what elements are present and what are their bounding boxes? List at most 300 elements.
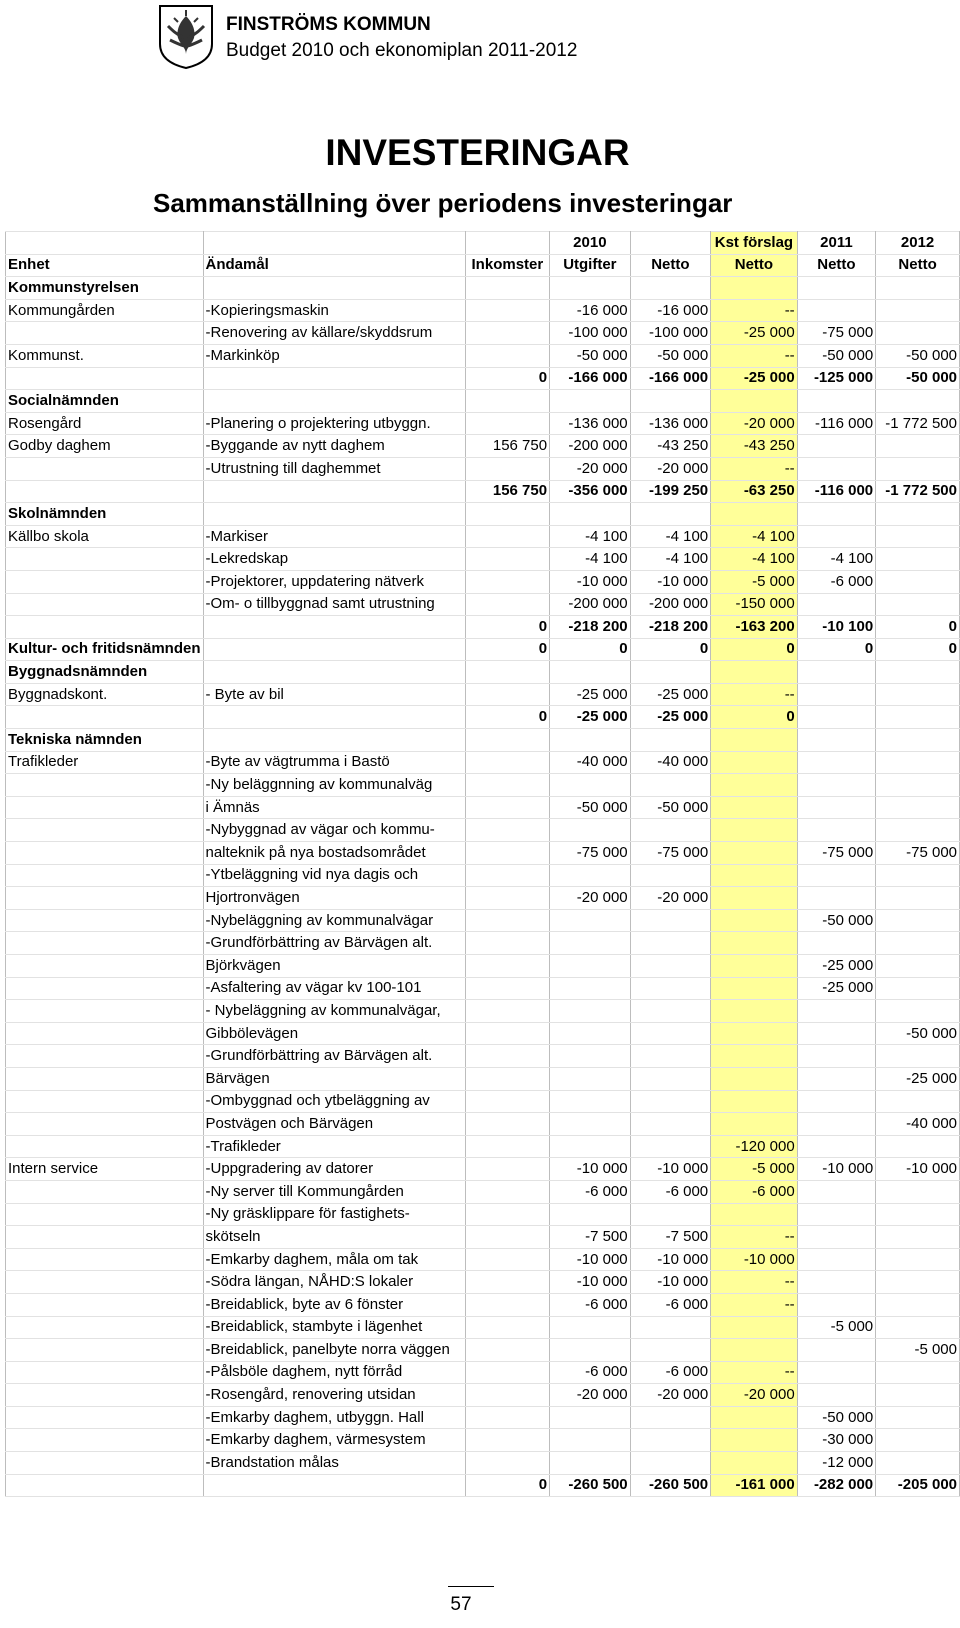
cell-col-5 — [711, 1316, 798, 1339]
cell-col-3: -100 000 — [550, 322, 631, 345]
table-row — [6, 751, 960, 774]
cell-col-6: -116 000 — [797, 412, 875, 435]
cell-col-5 — [711, 887, 798, 910]
cell-col-0 — [6, 480, 204, 503]
cell-col-1: Hjortronvägen — [203, 887, 465, 910]
cell-col-3: 0 — [550, 638, 631, 661]
cell-col-1: -Byggande av nytt daghem — [203, 435, 465, 458]
cell-col-6 — [797, 706, 875, 729]
cell-col-3: -4 100 — [550, 548, 631, 571]
cell-col-4 — [630, 955, 711, 978]
cell-col-0 — [6, 1067, 204, 1090]
table-row — [6, 593, 960, 616]
cell-col-2: 156 750 — [465, 480, 549, 503]
cell-col-1: -Emkarby daghem, utbyggn. Hall — [203, 1406, 465, 1429]
cell-col-7: 0 — [876, 638, 960, 661]
cell-col-4: -10 000 — [630, 1248, 711, 1271]
cell-col-0 — [6, 322, 204, 345]
table-row — [6, 1113, 960, 1136]
cell-col-5: -25 000 — [711, 367, 798, 390]
cell-col-3: -218 200 — [550, 616, 631, 639]
table-row — [6, 683, 960, 706]
cell-col-5: -120 000 — [711, 1135, 798, 1158]
cell-col-1: -Emkarby daghem, värmesystem — [203, 1429, 465, 1452]
cell-col-0 — [6, 616, 204, 639]
table-row — [6, 909, 960, 932]
cell-col-2 — [465, 955, 549, 978]
cell-col-5: Kst förslag — [711, 232, 798, 255]
cell-col-4 — [630, 1135, 711, 1158]
cell-col-4 — [630, 232, 711, 255]
cell-col-1: -Nybyggnad av vägar och kommu- — [203, 819, 465, 842]
cell-col-4: -10 000 — [630, 1158, 711, 1181]
cell-col-6: -10 100 — [797, 616, 875, 639]
cell-col-0 — [6, 909, 204, 932]
cell-col-1: -Byte av vägtrumma i Bastö — [203, 751, 465, 774]
cell-col-0 — [6, 1135, 204, 1158]
table-row — [6, 796, 960, 819]
cell-col-7 — [876, 299, 960, 322]
cell-col-5 — [711, 955, 798, 978]
cell-col-7 — [876, 1429, 960, 1452]
cell-col-0 — [6, 1474, 204, 1497]
cell-col-2 — [465, 299, 549, 322]
cell-col-1: -Rosengård, renovering utsidan — [203, 1384, 465, 1407]
cell-col-0 — [6, 1203, 204, 1226]
cell-col-1: Ändamål — [203, 254, 465, 277]
table-row — [6, 1090, 960, 1113]
page-number-rule — [448, 1586, 494, 1587]
cell-col-6 — [797, 1090, 875, 1113]
cell-col-4 — [630, 1067, 711, 1090]
table-row — [6, 1180, 960, 1203]
total-row — [6, 480, 960, 503]
cell-col-2 — [465, 864, 549, 887]
cell-col-6 — [797, 774, 875, 797]
cell-col-4 — [630, 1316, 711, 1339]
cell-col-1 — [203, 661, 465, 684]
cell-col-5: -161 000 — [711, 1474, 798, 1497]
cell-col-1: -Kopieringsmaskin — [203, 299, 465, 322]
cell-col-6: -75 000 — [797, 322, 875, 345]
table-row — [6, 977, 960, 1000]
cell-col-5: -- — [711, 683, 798, 706]
cell-col-0 — [6, 1293, 204, 1316]
cell-col-4: -218 200 — [630, 616, 711, 639]
cell-col-6 — [797, 1113, 875, 1136]
cell-col-1: -Trafikleder — [203, 1135, 465, 1158]
cell-col-7 — [876, 525, 960, 548]
section-row — [6, 661, 960, 684]
cell-col-0: Kommunstyrelsen — [6, 277, 204, 300]
cell-col-0 — [6, 548, 204, 571]
cell-col-0: Skolnämnden — [6, 503, 204, 526]
cell-col-7: -5 000 — [876, 1339, 960, 1362]
cell-col-6: -6 000 — [797, 570, 875, 593]
cell-col-5: -- — [711, 344, 798, 367]
cell-col-7: 2012 — [876, 232, 960, 255]
cell-col-1 — [203, 706, 465, 729]
cell-col-7: -50 000 — [876, 344, 960, 367]
cell-col-5 — [711, 796, 798, 819]
cell-col-4 — [630, 1339, 711, 1362]
cell-col-4: -20 000 — [630, 457, 711, 480]
cell-col-1: -Utrustning till daghemmet — [203, 457, 465, 480]
cell-col-6: 2011 — [797, 232, 875, 255]
cell-col-1: -Ny server till Kommungården — [203, 1180, 465, 1203]
table-row — [6, 412, 960, 435]
cell-col-6 — [797, 299, 875, 322]
cell-col-0 — [6, 1429, 204, 1452]
cell-col-5 — [711, 819, 798, 842]
cell-col-7 — [876, 1361, 960, 1384]
cell-col-1 — [203, 390, 465, 413]
cell-col-0: Godby daghem — [6, 435, 204, 458]
cell-col-4 — [630, 1203, 711, 1226]
cell-col-2 — [465, 909, 549, 932]
table-row — [6, 1248, 960, 1271]
cell-col-6: 0 — [797, 638, 875, 661]
cell-col-2: 156 750 — [465, 435, 549, 458]
cell-col-1: -Planering o projektering utbyggn. — [203, 412, 465, 435]
cell-col-2 — [465, 1316, 549, 1339]
cell-col-5 — [711, 774, 798, 797]
cell-col-4 — [630, 864, 711, 887]
page-title: INVESTERINGAR — [325, 132, 630, 173]
cell-col-1: -Södra längan, NÅHD:S lokaler — [203, 1271, 465, 1294]
cell-col-4: -10 000 — [630, 570, 711, 593]
table-row — [6, 864, 960, 887]
investment-table — [5, 231, 960, 1497]
cell-col-1 — [203, 367, 465, 390]
cell-col-3: -50 000 — [550, 344, 631, 367]
cell-col-3 — [550, 1203, 631, 1226]
table-row — [6, 1203, 960, 1226]
cell-col-1 — [203, 1474, 465, 1497]
cell-col-4 — [630, 390, 711, 413]
cell-col-3: -25 000 — [550, 706, 631, 729]
cell-col-6: -75 000 — [797, 842, 875, 865]
cell-col-3 — [550, 955, 631, 978]
cell-col-2 — [465, 1384, 549, 1407]
organization-name: FINSTRÖMS KOMMUN — [226, 14, 431, 35]
table-row — [6, 774, 960, 797]
cell-col-1: -Markiser — [203, 525, 465, 548]
cell-col-7 — [876, 706, 960, 729]
table-row — [6, 1452, 960, 1475]
cell-col-0 — [6, 774, 204, 797]
cell-col-7 — [876, 796, 960, 819]
cell-col-0 — [6, 1339, 204, 1362]
cell-col-6 — [797, 593, 875, 616]
cell-col-5: -20 000 — [711, 1384, 798, 1407]
cell-col-7 — [876, 390, 960, 413]
cell-col-2 — [465, 232, 549, 255]
cell-col-3: -10 000 — [550, 1248, 631, 1271]
total-row — [6, 616, 960, 639]
cell-col-0: Enhet — [6, 254, 204, 277]
header-row — [6, 254, 960, 277]
cell-col-2 — [465, 1022, 549, 1045]
cell-col-7: 0 — [876, 616, 960, 639]
cell-col-1: -Uppgradering av datorer — [203, 1158, 465, 1181]
cell-col-6: -125 000 — [797, 367, 875, 390]
cell-col-6 — [797, 1384, 875, 1407]
cell-col-5 — [711, 390, 798, 413]
cell-col-2 — [465, 819, 549, 842]
cell-col-4 — [630, 774, 711, 797]
cell-col-4: -40 000 — [630, 751, 711, 774]
cell-col-4: -43 250 — [630, 435, 711, 458]
cell-col-7 — [876, 1135, 960, 1158]
cell-col-0 — [6, 232, 204, 255]
table-row — [6, 1158, 960, 1181]
cell-col-3: -7 500 — [550, 1226, 631, 1249]
cell-col-4: -20 000 — [630, 887, 711, 910]
document-name: Budget 2010 och ekonomiplan 2011-2012 — [226, 40, 578, 61]
cell-col-6: -50 000 — [797, 909, 875, 932]
cell-col-3 — [550, 277, 631, 300]
total-row — [6, 706, 960, 729]
cell-col-0 — [6, 977, 204, 1000]
cell-col-4: -10 000 — [630, 1271, 711, 1294]
cell-col-3: -75 000 — [550, 842, 631, 865]
cell-col-2 — [465, 570, 549, 593]
cell-col-1 — [203, 729, 465, 752]
cell-col-3 — [550, 1000, 631, 1023]
cell-col-5: -- — [711, 1361, 798, 1384]
cell-col-2 — [465, 412, 549, 435]
cell-col-2: Inkomster — [465, 254, 549, 277]
cell-col-1: -Nybeläggning av kommunalvägar — [203, 909, 465, 932]
cell-col-7 — [876, 1226, 960, 1249]
cell-col-2 — [465, 1361, 549, 1384]
cell-col-4: -6 000 — [630, 1361, 711, 1384]
cell-col-0 — [6, 887, 204, 910]
cell-col-6: Netto — [797, 254, 875, 277]
table-row — [6, 1045, 960, 1068]
cell-col-5: -4 100 — [711, 525, 798, 548]
cell-col-1 — [203, 638, 465, 661]
cell-col-7 — [876, 435, 960, 458]
cell-col-7 — [876, 1000, 960, 1023]
cell-col-7 — [876, 1180, 960, 1203]
cell-col-6 — [797, 1045, 875, 1068]
cell-col-0 — [6, 1090, 204, 1113]
cell-col-1: -Ombyggnad och ytbeläggning av — [203, 1090, 465, 1113]
table-row — [6, 955, 960, 978]
cell-col-3 — [550, 1316, 631, 1339]
cell-col-6 — [797, 503, 875, 526]
cell-col-6: -5 000 — [797, 1316, 875, 1339]
cell-col-0 — [6, 1361, 204, 1384]
cell-col-5 — [711, 751, 798, 774]
cell-col-2 — [465, 774, 549, 797]
cell-col-5 — [711, 661, 798, 684]
cell-col-0 — [6, 367, 204, 390]
cell-col-2: 0 — [465, 638, 549, 661]
cell-col-4 — [630, 1406, 711, 1429]
cell-col-0 — [6, 1271, 204, 1294]
cell-col-5 — [711, 842, 798, 865]
cell-col-2 — [465, 548, 549, 571]
cell-col-4 — [630, 932, 711, 955]
cell-col-4: -75 000 — [630, 842, 711, 865]
cell-col-3: -25 000 — [550, 683, 631, 706]
cell-col-3 — [550, 503, 631, 526]
cell-col-3: -20 000 — [550, 457, 631, 480]
cell-col-0 — [6, 1452, 204, 1475]
cell-col-0: Kommunst. — [6, 344, 204, 367]
cell-col-5 — [711, 1000, 798, 1023]
cell-col-6: -25 000 — [797, 955, 875, 978]
table-row — [6, 1000, 960, 1023]
table-row — [6, 1316, 960, 1339]
cell-col-5: 0 — [711, 706, 798, 729]
table-row — [6, 819, 960, 842]
cell-col-7 — [876, 593, 960, 616]
cell-col-5 — [711, 1113, 798, 1136]
cell-col-3: -200 000 — [550, 435, 631, 458]
cell-col-6 — [797, 1067, 875, 1090]
cell-col-3: -6 000 — [550, 1361, 631, 1384]
cell-col-7 — [876, 661, 960, 684]
table-row — [6, 1406, 960, 1429]
cell-col-7 — [876, 751, 960, 774]
cell-col-4: -199 250 — [630, 480, 711, 503]
cell-col-6: -50 000 — [797, 344, 875, 367]
cell-col-5: -43 250 — [711, 435, 798, 458]
cell-col-3: -200 000 — [550, 593, 631, 616]
cell-col-2 — [465, 1293, 549, 1316]
cell-col-0: Trafikleder — [6, 751, 204, 774]
cell-col-3: -10 000 — [550, 1158, 631, 1181]
table-row — [6, 1429, 960, 1452]
table-row — [6, 344, 960, 367]
cell-col-4 — [630, 1429, 711, 1452]
cell-col-1 — [203, 480, 465, 503]
cell-col-3 — [550, 774, 631, 797]
cell-col-7 — [876, 1293, 960, 1316]
cell-col-5 — [711, 729, 798, 752]
cell-col-2 — [465, 1090, 549, 1113]
cell-col-2 — [465, 1226, 549, 1249]
cell-col-1: -Breidablick, panelbyte norra väggen — [203, 1339, 465, 1362]
cell-col-0: Socialnämnden — [6, 390, 204, 413]
cell-col-5: -5 000 — [711, 570, 798, 593]
cell-col-5 — [711, 977, 798, 1000]
cell-col-5 — [711, 932, 798, 955]
cell-col-2 — [465, 1045, 549, 1068]
cell-col-4 — [630, 1090, 711, 1113]
section-row — [6, 390, 960, 413]
cell-col-7 — [876, 1203, 960, 1226]
cell-col-0 — [6, 1000, 204, 1023]
cell-col-3 — [550, 729, 631, 752]
cell-col-5 — [711, 1067, 798, 1090]
cell-col-7 — [876, 570, 960, 593]
cell-col-4 — [630, 729, 711, 752]
cell-col-7 — [876, 1384, 960, 1407]
cell-col-0: Byggnadsnämnden — [6, 661, 204, 684]
cell-col-3 — [550, 1022, 631, 1045]
cell-col-7 — [876, 548, 960, 571]
cell-col-4: -25 000 — [630, 683, 711, 706]
cell-col-2 — [465, 932, 549, 955]
cell-col-3 — [550, 1067, 631, 1090]
cell-col-2 — [465, 661, 549, 684]
cell-col-7 — [876, 977, 960, 1000]
table-row — [6, 435, 960, 458]
cell-col-1: -Pålsböle daghem, nytt förråd — [203, 1361, 465, 1384]
cell-col-4 — [630, 661, 711, 684]
cell-col-2 — [465, 457, 549, 480]
cell-col-3 — [550, 1135, 631, 1158]
cell-col-2 — [465, 525, 549, 548]
cell-col-0 — [6, 1113, 204, 1136]
cell-col-1: -Renovering av källare/skyddsrum — [203, 322, 465, 345]
cell-col-2 — [465, 1429, 549, 1452]
cell-col-7 — [876, 887, 960, 910]
cell-col-6: -10 000 — [797, 1158, 875, 1181]
cell-col-5: Netto — [711, 254, 798, 277]
cell-col-7: -205 000 — [876, 1474, 960, 1497]
cell-col-7 — [876, 277, 960, 300]
cell-col-1: Björkvägen — [203, 955, 465, 978]
cell-col-5: -- — [711, 299, 798, 322]
cell-col-2 — [465, 277, 549, 300]
cell-col-7 — [876, 457, 960, 480]
cell-col-6 — [797, 1180, 875, 1203]
cell-col-3: Utgifter — [550, 254, 631, 277]
cell-col-1: -Asfaltering av vägar kv 100-101 — [203, 977, 465, 1000]
cell-col-5 — [711, 864, 798, 887]
cell-col-6 — [797, 864, 875, 887]
cell-col-1: -Markinköp — [203, 344, 465, 367]
cell-col-1: -Emkarby daghem, måla om tak — [203, 1248, 465, 1271]
table-row — [6, 548, 960, 571]
cell-col-2 — [465, 1406, 549, 1429]
cell-col-3: -6 000 — [550, 1180, 631, 1203]
cell-col-1: Gibbölevägen — [203, 1022, 465, 1045]
cell-col-2 — [465, 1000, 549, 1023]
cell-col-7: -1 772 500 — [876, 480, 960, 503]
cell-col-1: Postvägen och Bärvägen — [203, 1113, 465, 1136]
cell-col-6: -25 000 — [797, 977, 875, 1000]
cell-col-6 — [797, 1361, 875, 1384]
cell-col-4 — [630, 1113, 711, 1136]
table-row — [6, 1022, 960, 1045]
cell-col-2 — [465, 1203, 549, 1226]
cell-col-0 — [6, 796, 204, 819]
cell-col-5: -163 200 — [711, 616, 798, 639]
cell-col-4: -25 000 — [630, 706, 711, 729]
total-row — [6, 367, 960, 390]
cell-col-3: -10 000 — [550, 570, 631, 593]
cell-col-2 — [465, 751, 549, 774]
cell-col-2 — [465, 1067, 549, 1090]
cell-col-6 — [797, 390, 875, 413]
cell-col-5: -25 000 — [711, 322, 798, 345]
cell-col-4: -6 000 — [630, 1293, 711, 1316]
cell-col-4 — [630, 1045, 711, 1068]
cell-col-2 — [465, 503, 549, 526]
cell-col-6 — [797, 819, 875, 842]
cell-col-4: -4 100 — [630, 525, 711, 548]
section-row — [6, 277, 960, 300]
cell-col-1: -Breidablick, stambyte i lägenhet — [203, 1316, 465, 1339]
cell-col-7 — [876, 1452, 960, 1475]
